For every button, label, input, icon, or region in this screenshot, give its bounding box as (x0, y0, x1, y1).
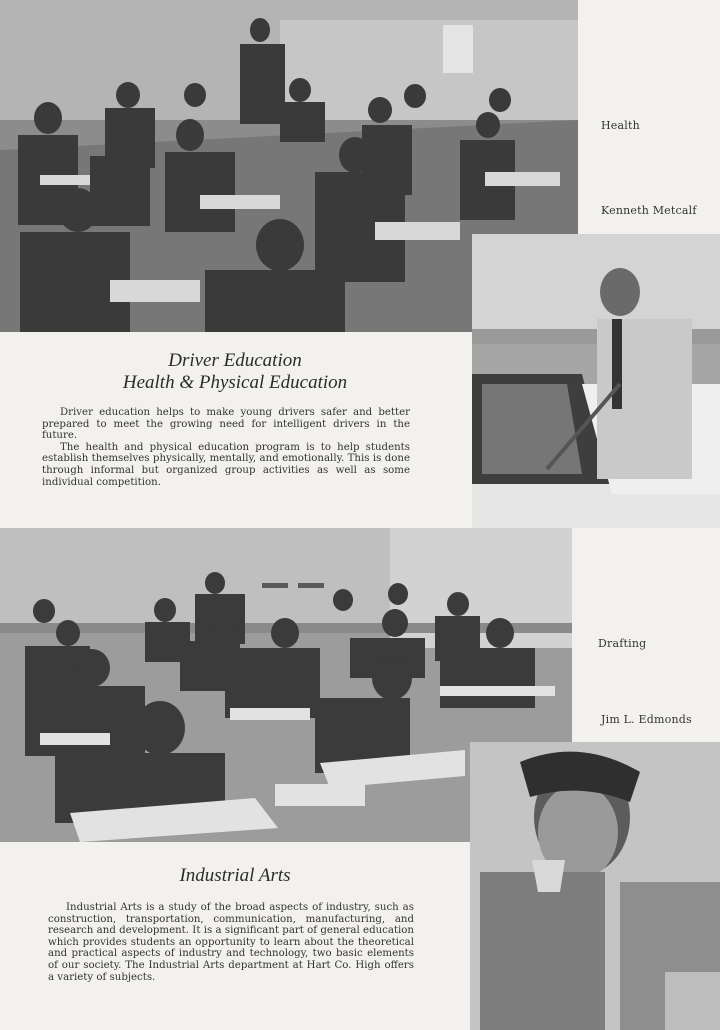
drafting-caption: Drafting (598, 637, 647, 650)
industrial-arts-teacher-photo (470, 742, 720, 1030)
driver-education-heading (0, 350, 470, 394)
health-pe-paragraph: The health and physical education program is to help students establish themselves physically, mentally, and emotionally. This is done through informal but organized group activities as well as some individual competition. (42, 441, 410, 488)
drafting-teacher-name: Jim L. Edmonds (601, 713, 692, 726)
industrial-arts-heading: Industrial Arts (179, 865, 291, 886)
driver-education-title: Driver Education (168, 350, 302, 371)
driver-education-paragraph: Driver education helps to make young drivers safer and better prepared to meet the growing need for intelligent drivers in the future. (42, 407, 410, 442)
health-pe-title: Health & Physical Education (122, 372, 348, 393)
industrial-arts-body (48, 902, 414, 983)
health-caption: Health (601, 119, 640, 132)
health-teacher-name: Kenneth Metcalf (601, 204, 697, 217)
teacher-car-photo (472, 234, 720, 528)
driver-education-body (42, 407, 410, 488)
industrial-arts-paragraph: Industrial Arts is a study of the broad aspects of industry, such as construction, transportation, communication, manufacturing, and research and development. It is a significant part of general education which provides students an opportunity to learn about the theoretical and practical aspects of industry and technology, two basic elements of our society. The Industrial Arts department at Hart Co. High offers a variety of subjects. (48, 902, 414, 983)
